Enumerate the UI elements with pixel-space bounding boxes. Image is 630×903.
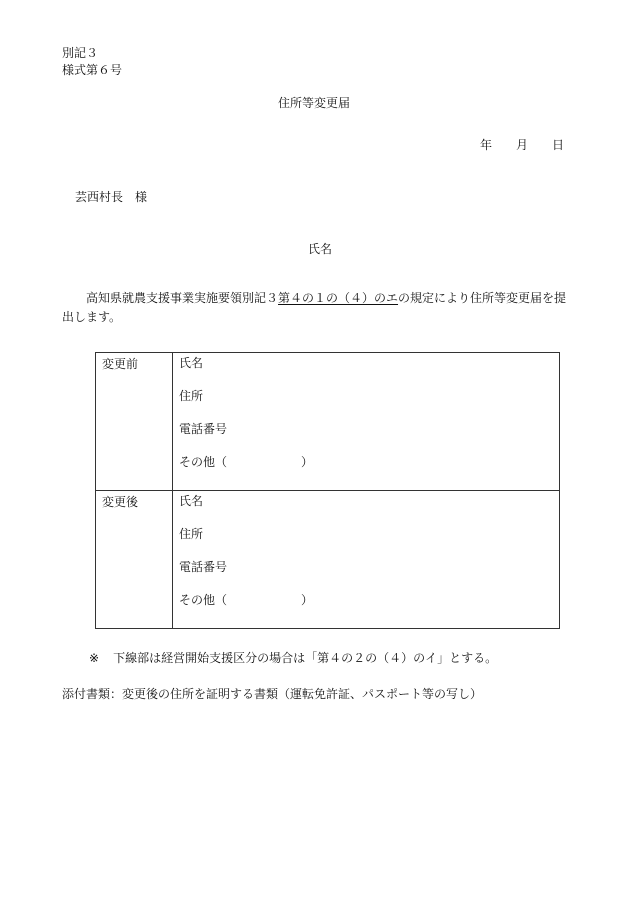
after-other-close: ） [301,593,314,607]
body-text-before: 高知県就農支援事業実施要領別記３ [86,291,279,305]
before-phone-field: 電話番号 [179,422,228,436]
after-name-field: 氏名 [179,494,204,508]
after-other-field [179,591,559,624]
after-other-open: その他（ [179,593,228,607]
before-name-field: 氏名 [179,356,204,370]
change-form-table [95,352,560,629]
before-other-open: その他（ [179,455,228,469]
note-mark: ※ [89,651,100,665]
body-text-after: の規定により住所等変更届を提出します。 [62,291,567,324]
after-phone-field: 電話番号 [179,560,228,574]
after-change-row [96,491,560,629]
after-change-label: 変更後 [96,491,173,629]
date-year: 年 [480,138,493,152]
date-month: 月 [516,138,529,152]
after-address-field: 住所 [179,527,204,541]
applicant-name-label: 氏名 [308,242,333,256]
after-change-fields [173,491,560,629]
date-day: 日 [552,138,565,152]
document-title: 住所等変更届 [278,96,351,110]
addressee: 芸西村長 様 [75,190,148,204]
before-change-fields [173,353,560,491]
date-line [480,137,564,153]
appendix-label: 別記３ [62,46,99,60]
form-number: 様式第６号 [62,63,123,77]
note-line [89,650,497,666]
before-other-field [179,453,559,486]
attachment-note: 添付書類：変更後の住所を証明する書類（運転免許証、パスポート等の写し） [62,687,483,701]
before-change-row [96,353,560,491]
before-change-label: 変更前 [96,353,173,491]
note-text: 下線部は経営開始支援区分の場合は「第４の２の（４）のイ」とする。 [113,651,498,665]
body-paragraph [62,289,572,327]
body-text-underlined: 第４の１の（４）のエ [278,291,399,305]
before-other-close: ） [301,455,314,469]
before-address-field: 住所 [179,389,204,403]
